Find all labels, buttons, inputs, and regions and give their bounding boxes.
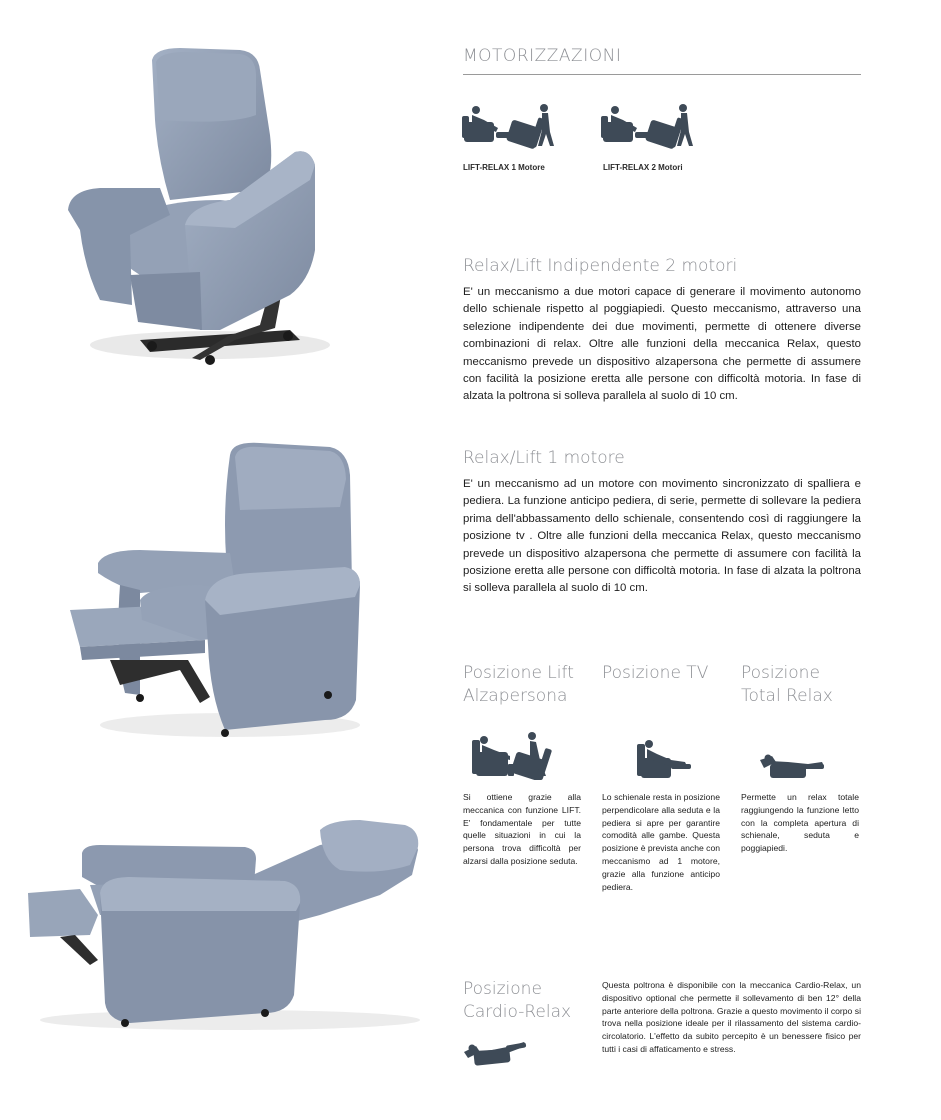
motor-label-2: LIFT-RELAX 2 Motori <box>603 163 683 172</box>
position-total-relax-title-line1: Posizione <box>741 663 820 683</box>
armchair-relax-photo <box>20 815 430 1030</box>
total-relax-icon <box>758 752 830 782</box>
section-two-motors-text: E' un meccanismo a due motori capace di generare il movimento autonomo dello schienale rispetto al poggiapiedi. Questo meccanismo, attraverso una selezione indipendente dei due movimenti, permette di ottenere diverse combinazioni di relax. Oltre alle funzioni della meccanica Relax, questo meccanismo prevede un dispositivo alzapersona che permette di assumere con facilità la posizione eretta alle persone con difficoltà motoria. In fase di alzata la poltrona si solleva parallela al suolo di 10 cm. <box>463 286 861 403</box>
cardio-relax-text: Questa poltrona è disponibile con la meccanica Cardio-Relax, un dispositivo optional che permette il sollevamento di ben 12° della parte anteriore della poltrona. Grazie a questo movimento il corpo si trova nella posizione ideale per il rilassamento del sistema cardio-circolatorio. L'effetto da subito percepito è un benessere fisico per tutti i casi di affaticamento e stress. <box>602 980 861 1054</box>
cardio-relax-title-line2: Cardio-Relax <box>463 1002 572 1022</box>
lift-position-icon <box>470 730 565 780</box>
lift-relax-1-motor-icon <box>462 102 557 152</box>
tv-position-icon <box>635 738 695 780</box>
armchair-lift-photo <box>60 40 330 380</box>
position-lift-title <box>463 662 574 708</box>
section-one-motor-title: Relax/Lift 1 motore <box>463 448 625 468</box>
cardio-relax-title <box>463 978 571 1024</box>
position-lift-title-line2: Alzapersona <box>463 686 568 706</box>
armchair-tv-photo <box>60 435 370 745</box>
section-one-motor-text: E' un meccanismo ad un motore con movimento sincronizzato di spalliera e pediera. La funzione anticipo pediera, di serie, permette di sollevare la pediera prima dell'abbassamento dello schienale, consentendo così di raggiungere la posizione tv . Oltre alle funzioni della meccanica Relax, questo meccanismo prevede un dispositivo alzapersona che permette di assumere con facilità la posizione eretta alle persone con difficoltà motoria. In fase di alzata la poltrona si solleva parallela al suolo di 10 cm. <box>463 478 861 595</box>
cardio-relax-title-line1: Posizione <box>463 979 542 999</box>
position-tv-title <box>602 662 708 685</box>
position-total-relax-title <box>741 662 833 708</box>
position-tv-text: Lo schienale resta in posizione perpendicolare alla seduta e la pediera si apre per garantire comodità alle gambe. Questa posizione è prevista anche con meccanismo ad 1 motore, grazie alla funzione anticipo pediera. <box>602 792 721 892</box>
motor-label-1: LIFT-RELAX 1 Motore <box>463 163 545 172</box>
title-rule <box>463 74 861 75</box>
page-title: MOTORIZZAZIONI <box>463 46 622 66</box>
position-lift-text: Si ottiene grazie alla meccanica con funzione LIFT. E' fondamentale per tutte quelle situazioni in cui la persona trova difficoltà per alzarsi dalla posizione seduta. <box>463 792 581 866</box>
position-tv-title-line1: Posizione TV <box>602 663 709 683</box>
position-lift-title-line1: Posizione Lift <box>463 663 574 683</box>
lift-relax-2-motor-icon <box>601 102 696 152</box>
position-total-relax-text: Permette un relax totale raggiungendo la funzione letto con la completa apertura di schienale, seduta e poggiapiedi. <box>741 792 859 854</box>
section-two-motors-title: Relax/Lift Indipendente 2 motori <box>463 256 738 276</box>
position-total-relax-title-line2: Total Relax <box>741 686 833 706</box>
cardio-relax-icon <box>462 1038 532 1068</box>
